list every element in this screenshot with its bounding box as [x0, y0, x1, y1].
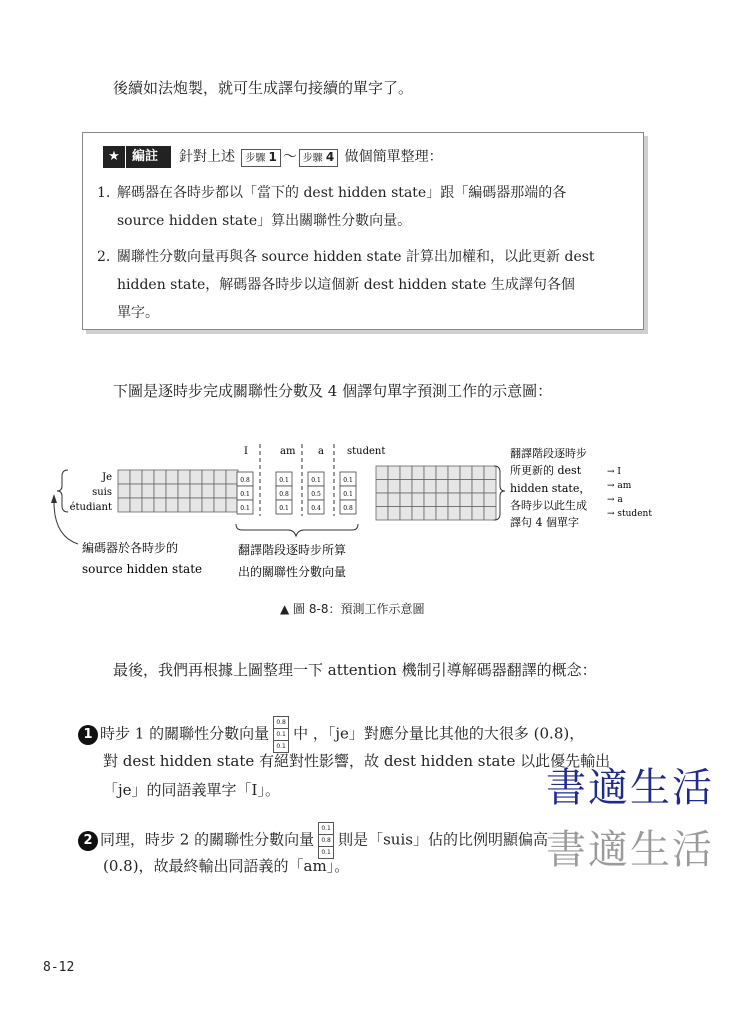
page-number: 8-12	[43, 960, 75, 975]
encoder-cell	[154, 484, 166, 498]
target-word: a	[318, 446, 324, 457]
encoder-cell	[130, 498, 142, 512]
encoder-cell	[154, 498, 166, 512]
point-text: 中 ，「je」對應分量比其他的大很多 (0.8)，	[293, 724, 585, 743]
decoder-cell	[376, 493, 388, 507]
decoder-cell	[412, 466, 424, 480]
source-word: étudiant	[69, 502, 112, 513]
figure-caption: ▲ 圖 8-8：預測工作示意圖	[280, 602, 425, 616]
score-value: 0.1	[240, 505, 250, 512]
note-head-prefix: 針對上述	[179, 149, 235, 165]
vector-cell: 0.1	[321, 849, 331, 856]
target-word: I	[244, 446, 248, 457]
score-brace	[236, 524, 358, 536]
decoder-cell	[400, 480, 412, 494]
step-number: 1	[268, 150, 277, 164]
score-value: 0.8	[279, 491, 289, 498]
decoder-cell	[484, 493, 496, 507]
note-item-number: 1.	[97, 185, 111, 201]
output-word: → a	[607, 495, 623, 505]
encoder-cell	[130, 484, 142, 498]
decoder-cell	[424, 480, 436, 494]
encoder-cell	[118, 484, 130, 498]
encoder-cell	[226, 470, 238, 484]
decoder-cell	[388, 480, 400, 494]
score-vectors	[237, 472, 356, 514]
encoder-label: 編碼器於各時步的	[82, 541, 179, 555]
encoder-cell	[190, 498, 202, 512]
note-item-number: 2.	[97, 249, 111, 265]
star-icon: ★	[103, 146, 126, 168]
decoder-cell	[388, 493, 400, 507]
vector-cell: 0.8	[274, 717, 288, 729]
note-item-line: hidden state，解碼器各時步以這個新 dest hidden state 生成譯句各個	[117, 277, 575, 293]
decoder-cell	[424, 493, 436, 507]
decoder-cell	[460, 493, 472, 507]
score-value: 0.8	[343, 505, 353, 512]
encoder-cell	[226, 498, 238, 512]
note-item-line: 單字。	[117, 305, 159, 321]
decoder-cell	[448, 466, 460, 480]
decoder-cell	[412, 480, 424, 494]
encoder-label: source hidden state	[82, 562, 203, 576]
score-value: 0.5	[311, 491, 321, 498]
point-1-line-3: 「je」的同語義單字「I」。	[103, 781, 280, 799]
note-item	[97, 243, 595, 327]
encoder-cell	[166, 498, 178, 512]
output-word: → I	[607, 467, 621, 477]
dest-label: 翻譯階段逐時步	[510, 447, 587, 460]
decoder-cell	[436, 507, 448, 521]
decoder-cell	[424, 466, 436, 480]
decoder-cell	[400, 466, 412, 480]
figure-intro: 下圖是逐時步完成關聯性分數及 4 個譯句單字預測工作的示意圖：	[113, 382, 553, 400]
encoder-cell	[202, 484, 214, 498]
decoder-cell	[400, 507, 412, 521]
encoder-cell	[178, 470, 190, 484]
vector-cell: 0.1	[276, 743, 286, 750]
step-box-1	[241, 149, 280, 167]
source-word: Je	[102, 472, 112, 483]
point-text: 同理，時步 2 的關聯性分數向量	[100, 830, 315, 849]
step-number: 4	[325, 150, 335, 164]
decoder-cell	[460, 507, 472, 521]
decoder-cell	[448, 480, 460, 494]
decoder-cell	[484, 466, 496, 480]
watermark-gray: 書適生活	[546, 827, 714, 873]
dest-label: hidden state，	[510, 482, 591, 495]
encoder-cell	[202, 470, 214, 484]
decoder-cell	[376, 507, 388, 521]
note-head-suffix: 做個簡單整理：	[344, 149, 443, 165]
decoder-cell	[484, 480, 496, 494]
watermark-blue: 書適生活	[546, 765, 714, 811]
decoder-cell	[388, 507, 400, 521]
dest-label: 所更新的 dest	[510, 464, 582, 477]
note-heading	[179, 146, 443, 168]
score-value: 0.1	[240, 491, 250, 498]
score-value: 0.8	[240, 477, 250, 484]
score-label: 翻譯階段逐時步所算	[238, 543, 347, 557]
number-marker: 2	[78, 831, 98, 851]
score-value: 0.1	[311, 477, 321, 484]
encoder-cell	[214, 484, 226, 498]
decoder-cell	[376, 466, 388, 480]
decoder-hidden-states	[376, 466, 496, 520]
encoder-cell	[118, 498, 130, 512]
score-value: 0.4	[311, 505, 321, 512]
encoder-cell	[130, 470, 142, 484]
vector-cell: 0.8	[319, 835, 333, 847]
encoder-cell	[226, 484, 238, 498]
point-1-line-2: 對 dest hidden state 有絕對性影響，故 dest hidden state 以此優先輸出	[103, 752, 611, 770]
step-box-4	[299, 149, 338, 167]
note-item-line: 關聯性分數向量再與各 source hidden state 計算出加權和，以此更新 dest	[117, 249, 595, 265]
encoder-cell	[142, 498, 154, 512]
decoder-cell	[472, 507, 484, 521]
step-word: 步驟	[302, 153, 323, 164]
encoder-cell	[166, 470, 178, 484]
dest-label: 各時步以此生成	[510, 499, 587, 512]
note-item-line: source hidden state」算出關聯性分數向量。	[117, 213, 412, 229]
note-box	[82, 132, 644, 330]
decoder-cell	[424, 507, 436, 521]
decoder-cell	[460, 480, 472, 494]
decoder-cell	[400, 493, 412, 507]
note-item-line: 解碼器在各時步都以「當下的 dest hidden state」跟「編碼器那端的各	[117, 185, 567, 201]
decoder-cell	[412, 493, 424, 507]
arrow-head	[51, 494, 57, 503]
decoder-cell	[436, 480, 448, 494]
encoder-cell	[142, 470, 154, 484]
encoder-hidden-states	[118, 470, 238, 512]
decoder-cell	[412, 507, 424, 521]
encoder-cell	[142, 484, 154, 498]
step-word: 步驟	[245, 153, 266, 164]
dest-label: 譯句 4 個單字	[510, 516, 579, 529]
point-text: 時步 1 的關聯性分數向量	[100, 724, 270, 743]
note-badge	[103, 146, 171, 168]
decoder-cell	[388, 466, 400, 480]
decoder-cell	[472, 493, 484, 507]
encoder-cell	[154, 470, 166, 484]
summary-line: 最後，我們再根據上圖整理一下 attention 機制引導解碼器翻譯的概念：	[113, 661, 597, 679]
decoder-cell	[472, 480, 484, 494]
score-value: 0.1	[279, 477, 289, 484]
vector-cell: 0.1	[274, 729, 288, 741]
score-label: 出的關聯性分數向量	[238, 565, 347, 579]
point-text: 則是「suis」佔的比例明顯偏高	[338, 830, 548, 849]
intro-line: 後續如法炮製，就可生成譯句接續的單字了。	[113, 79, 414, 97]
encoder-cell	[190, 470, 202, 484]
left-brace	[57, 470, 68, 512]
note-item	[97, 179, 566, 235]
target-words	[244, 446, 385, 457]
output-word: → student	[607, 509, 652, 519]
decoder-cell	[448, 493, 460, 507]
score-value: 0.1	[343, 491, 353, 498]
note-badge-label: 編註	[132, 149, 159, 164]
decoder-cell	[376, 480, 388, 494]
decoder-cell	[448, 507, 460, 521]
encoder-cell	[202, 498, 214, 512]
decoder-cell	[436, 493, 448, 507]
encoder-cell	[118, 470, 130, 484]
encoder-cell	[178, 484, 190, 498]
source-word: suis	[92, 487, 112, 498]
score-value: 0.1	[279, 505, 289, 512]
point-2-line-2: (0.8)，故最終輸出同語義的「am」。	[103, 857, 350, 875]
encoder-cell	[214, 470, 226, 484]
target-word: student	[347, 446, 386, 457]
vector-cell: 0.1	[319, 823, 333, 835]
target-word: am	[280, 446, 296, 457]
decoder-cell	[484, 507, 496, 521]
encoder-cell	[214, 498, 226, 512]
encoder-cell	[190, 484, 202, 498]
attention-diagram	[40, 436, 680, 586]
decoder-cell	[460, 466, 472, 480]
number-marker: 1	[78, 725, 98, 745]
score-value: 0.1	[343, 477, 353, 484]
output-word: → am	[607, 481, 632, 491]
decoder-cell	[436, 466, 448, 480]
encoder-cell	[166, 484, 178, 498]
decoder-cell	[472, 466, 484, 480]
encoder-cell	[178, 498, 190, 512]
tilde: ～	[282, 149, 297, 165]
